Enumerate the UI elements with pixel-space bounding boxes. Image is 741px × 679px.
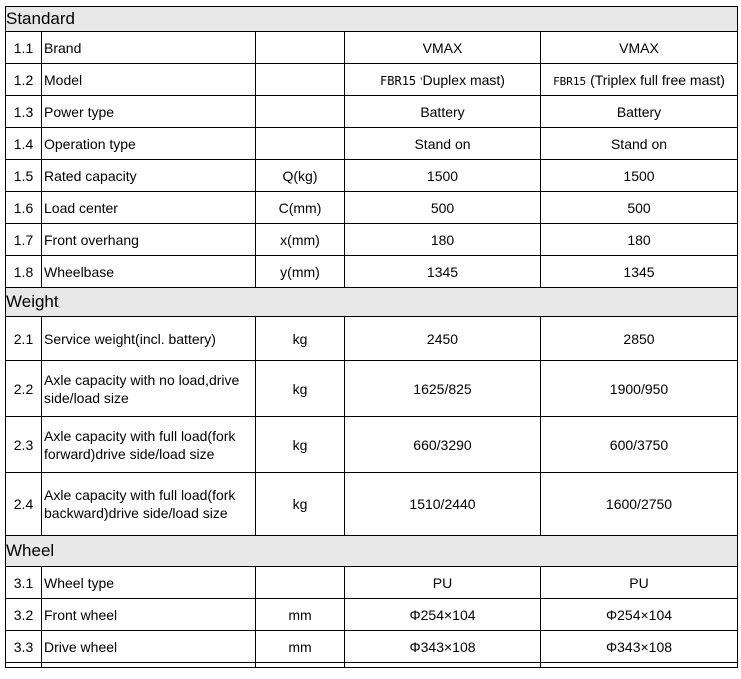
row-unit xyxy=(256,128,345,160)
section-title: Weight xyxy=(6,288,738,317)
row-number: 1.6 xyxy=(6,192,42,224)
row-parameter: Load center xyxy=(42,192,256,224)
row-value-2: 2850 xyxy=(541,317,738,361)
row-unit xyxy=(256,32,345,64)
row-parameter: Wheelbase xyxy=(42,256,256,288)
row-value-1: Stand on xyxy=(345,128,541,160)
row-unit: C(mm) xyxy=(256,192,345,224)
table-row xyxy=(6,567,738,599)
row-parameter: Service weight(incl. battery) xyxy=(42,317,256,361)
row-unit: kg xyxy=(256,361,345,417)
row-parameter: Front wheel xyxy=(42,599,256,631)
table-row xyxy=(6,128,738,160)
section-header-weight xyxy=(6,288,738,317)
row-value-1: 1625/825 xyxy=(345,361,541,417)
row-parameter: Power type xyxy=(42,96,256,128)
row-value-1: VMAX xyxy=(345,32,541,64)
section-title: Wheel xyxy=(6,536,738,567)
row-value-2: 1500 xyxy=(541,160,738,192)
row-value-1: PU xyxy=(345,567,541,599)
table-row xyxy=(6,473,738,536)
table-row xyxy=(6,256,738,288)
table-row-cut-off xyxy=(6,663,738,668)
row-unit: kg xyxy=(256,417,345,473)
row-value-2: Φ254×104 xyxy=(541,599,738,631)
row-parameter: Brand xyxy=(42,32,256,64)
row-value-2: 1345 xyxy=(541,256,738,288)
row-number: 3.2 xyxy=(6,599,42,631)
table-row xyxy=(6,317,738,361)
row-number: 2.3 xyxy=(6,417,42,473)
row-number: 1.1 xyxy=(6,32,42,64)
table-row xyxy=(6,631,738,663)
row-value-2: 600/3750 xyxy=(541,417,738,473)
model-mark: ’ xyxy=(420,75,423,88)
table-row xyxy=(6,32,738,64)
row-value-1: 1500 xyxy=(345,160,541,192)
row-parameter: Drive wheel xyxy=(42,631,256,663)
row-value-1: 500 xyxy=(345,192,541,224)
row-value-1: Φ343×108 xyxy=(345,631,541,663)
row-unit xyxy=(256,96,345,128)
section-title: Standard xyxy=(6,7,738,32)
table-row xyxy=(6,224,738,256)
row-parameter: Model xyxy=(42,64,256,96)
row-value-2: Stand on xyxy=(541,128,738,160)
row-value-2: 1600/2750 xyxy=(541,473,738,536)
row-parameter: Axle capacity with no load,drive side/load size xyxy=(42,361,256,417)
row-value-1: 1345 xyxy=(345,256,541,288)
row-parameter: Axle capacity with full load(fork forward)drive side/load size xyxy=(42,417,256,473)
row-value-2: 180 xyxy=(541,224,738,256)
row-parameter: Front overhang xyxy=(42,224,256,256)
row-value-1: 2450 xyxy=(345,317,541,361)
row-number: 1.7 xyxy=(6,224,42,256)
row-number: 2.4 xyxy=(6,473,42,536)
row-unit: mm xyxy=(256,599,345,631)
table-row xyxy=(6,160,738,192)
row-number: 1.4 xyxy=(6,128,42,160)
row-value-2: Φ343×108 xyxy=(541,631,738,663)
row-unit: kg xyxy=(256,473,345,536)
row-value-2: 1900/950 xyxy=(541,361,738,417)
row-value-2: Battery xyxy=(541,96,738,128)
model-mast: Duplex mast) xyxy=(422,71,505,88)
row-number: 3.1 xyxy=(6,567,42,599)
row-value-1: 180 xyxy=(345,224,541,256)
spec-table xyxy=(5,6,738,668)
row-value-1 xyxy=(345,64,541,96)
row-unit: kg xyxy=(256,317,345,361)
table-row xyxy=(6,599,738,631)
section-header-wheel xyxy=(6,536,738,567)
table-row xyxy=(6,96,738,128)
row-value-2: PU xyxy=(541,567,738,599)
row-value-2: VMAX xyxy=(541,32,738,64)
row-unit xyxy=(256,567,345,599)
row-value-1: 1510/2440 xyxy=(345,473,541,536)
row-unit: mm xyxy=(256,631,345,663)
row-parameter: Operation type xyxy=(42,128,256,160)
row-value-1: 660/3290 xyxy=(345,417,541,473)
row-parameter: Axle capacity with full load(fork backward)drive side/load size xyxy=(42,473,256,536)
row-unit: x(mm) xyxy=(256,224,345,256)
row-unit: y(mm) xyxy=(256,256,345,288)
table-row xyxy=(6,361,738,417)
row-parameter: Wheel type xyxy=(42,567,256,599)
row-number: 1.3 xyxy=(6,96,42,128)
table-row xyxy=(6,417,738,473)
section-header-standard xyxy=(6,7,738,32)
row-parameter: Rated capacity xyxy=(42,160,256,192)
table-row xyxy=(6,64,738,96)
row-number: 1.2 xyxy=(6,64,42,96)
row-value-1: Φ254×104 xyxy=(345,599,541,631)
row-number: 2.2 xyxy=(6,361,42,417)
model-code: FBR15 xyxy=(380,73,417,88)
model-code: FBR15 xyxy=(553,74,587,88)
model-mast: (Triplex full free mast) xyxy=(590,71,725,88)
row-number: 1.8 xyxy=(6,256,42,288)
row-value-2 xyxy=(541,64,738,96)
row-value-1: Battery xyxy=(345,96,541,128)
table-row xyxy=(6,192,738,224)
row-number: 3.3 xyxy=(6,631,42,663)
row-number: 2.1 xyxy=(6,317,42,361)
row-unit: Q(kg) xyxy=(256,160,345,192)
row-value-2: 500 xyxy=(541,192,738,224)
row-unit xyxy=(256,64,345,96)
row-number: 1.5 xyxy=(6,160,42,192)
